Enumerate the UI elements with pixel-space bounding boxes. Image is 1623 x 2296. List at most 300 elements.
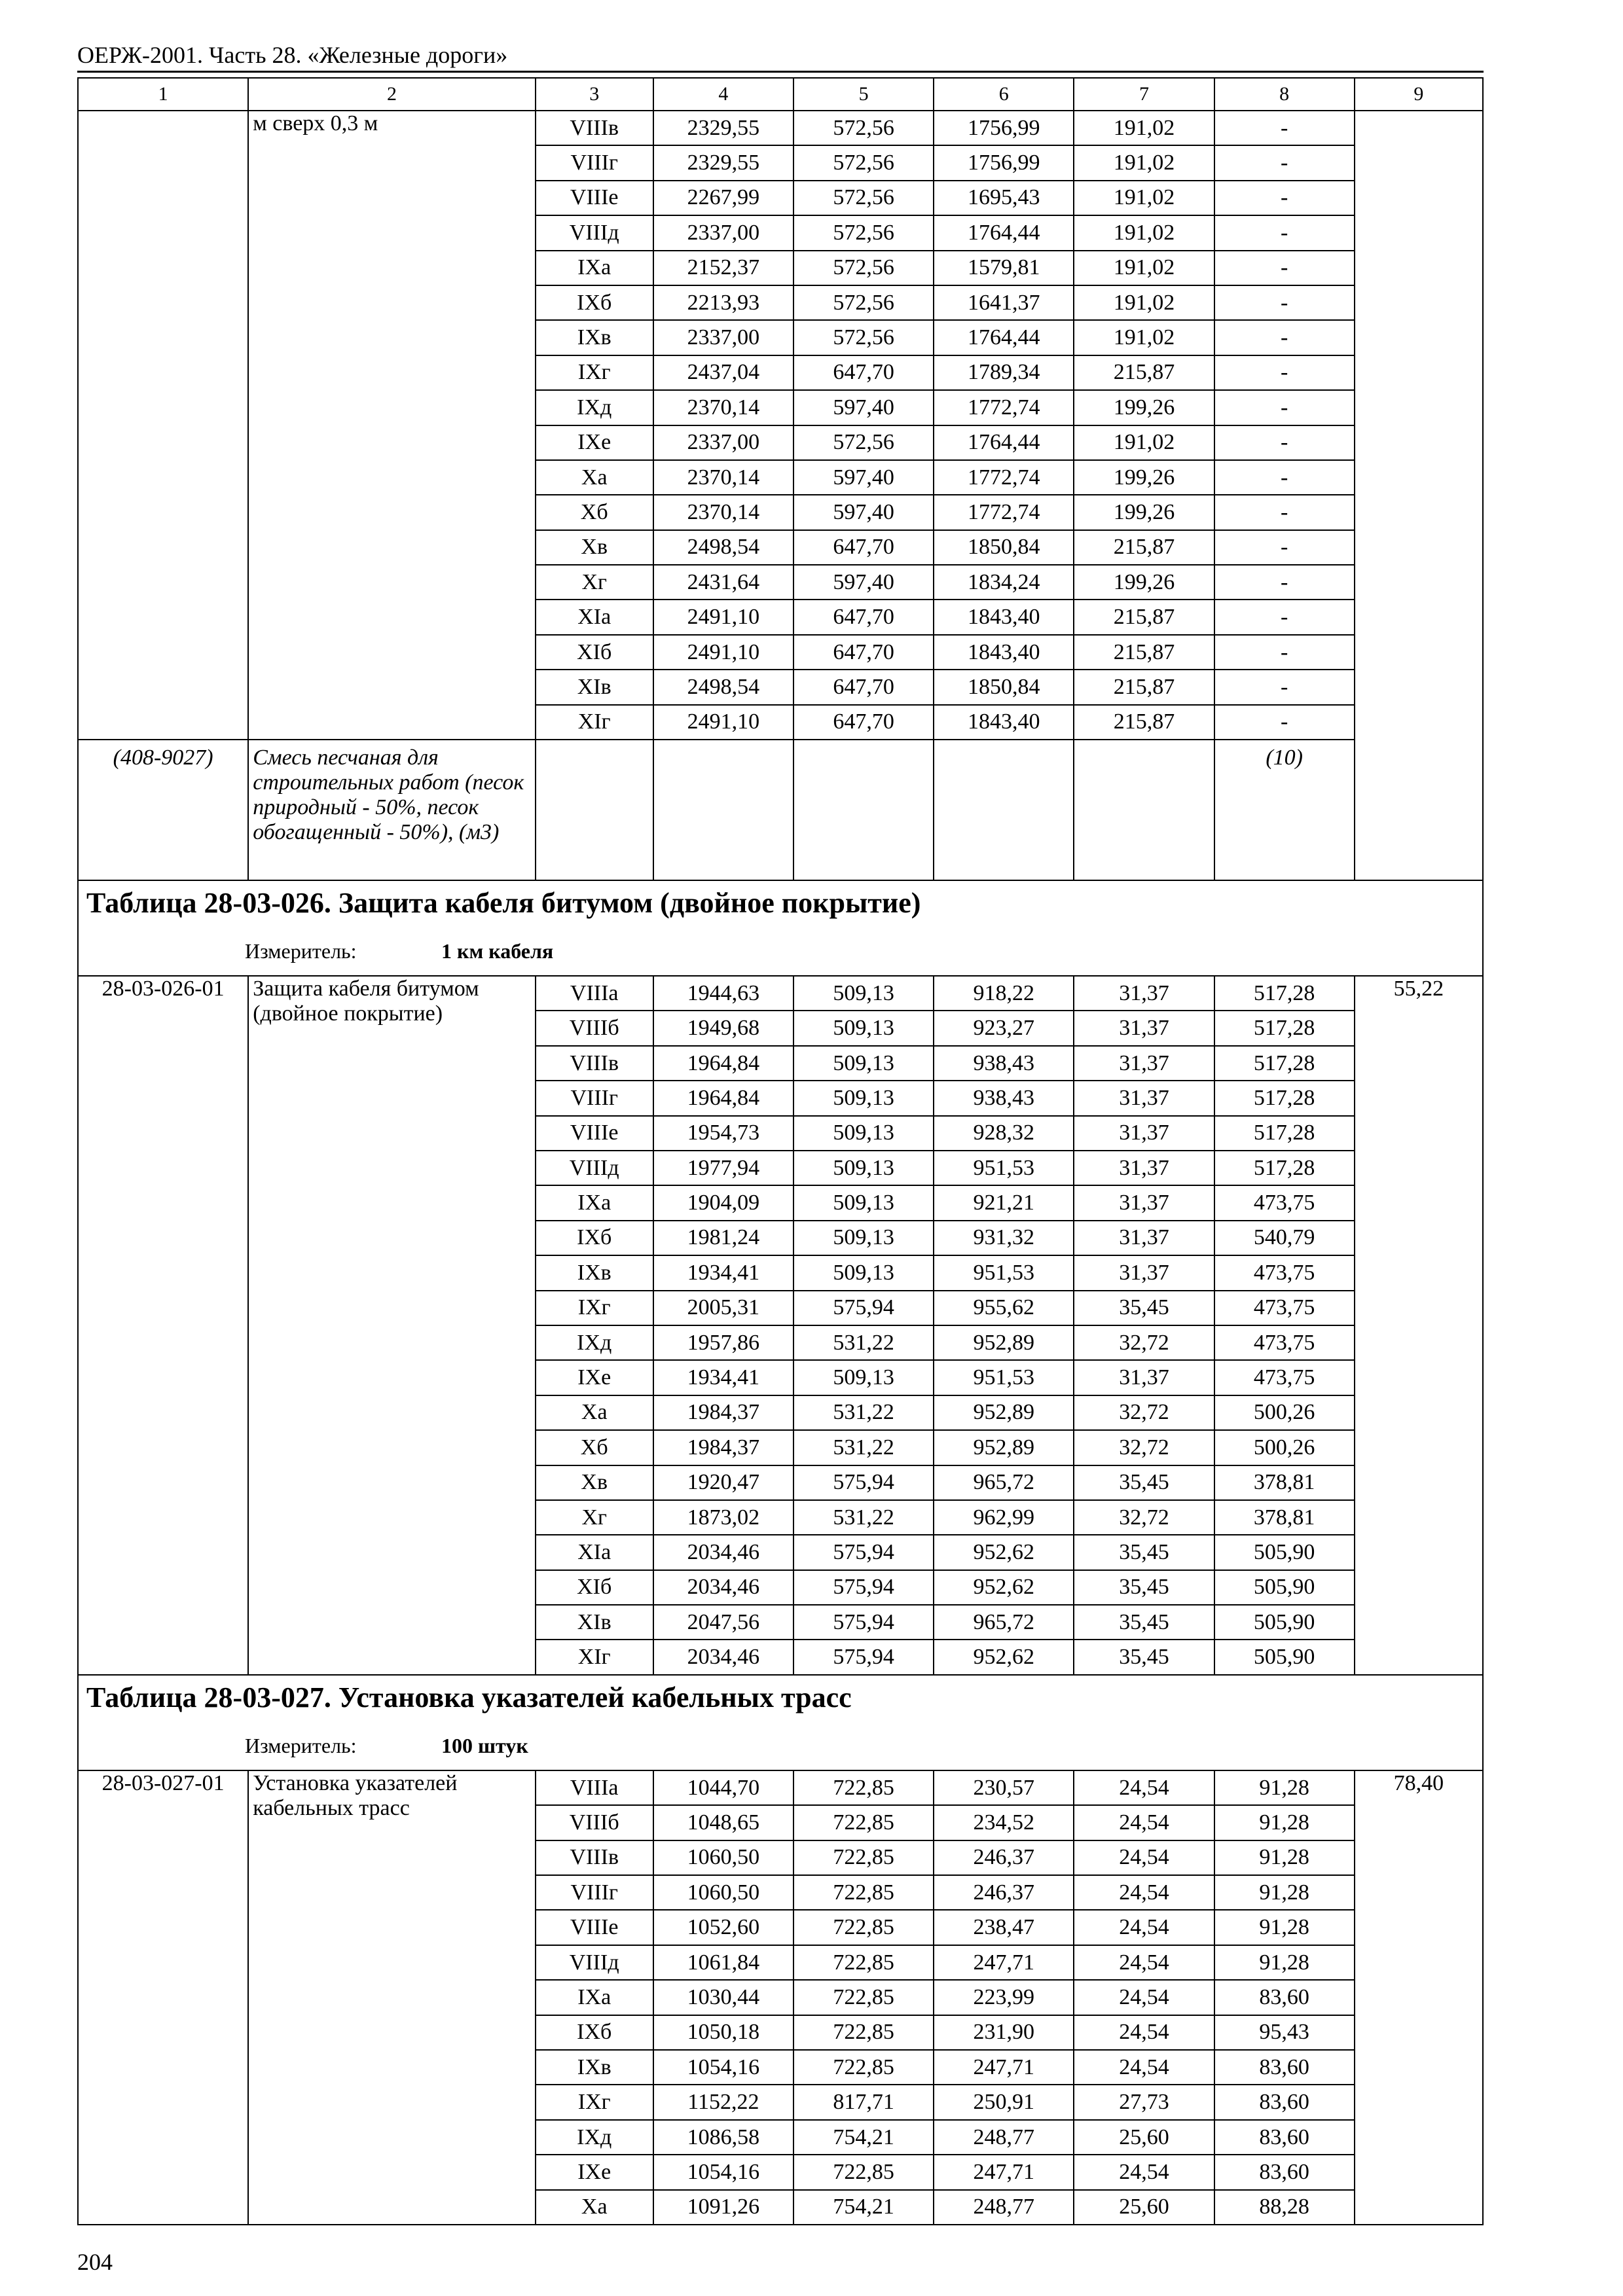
value-cell: 83,60 xyxy=(1214,2085,1355,2119)
column-number: 3 xyxy=(536,78,653,111)
value-cell: 32,72 xyxy=(1074,1325,1214,1360)
value-cell: 1579,81 xyxy=(934,251,1074,285)
value-cell: 575,94 xyxy=(793,1535,934,1570)
value-cell: 1843,40 xyxy=(934,600,1074,634)
value-cell: 1764,44 xyxy=(934,215,1074,250)
value-cell: 1152,22 xyxy=(653,2085,793,2119)
value-cell: 31,37 xyxy=(1074,1116,1214,1151)
value-cell: 25,60 xyxy=(1074,2190,1214,2225)
zone-cell: XIб xyxy=(536,635,653,670)
value-cell: 1772,74 xyxy=(934,460,1074,495)
value-cell: 1934,41 xyxy=(653,1255,793,1290)
value-cell: 35,45 xyxy=(1074,1291,1214,1325)
value-cell: 572,56 xyxy=(793,145,934,180)
value-cell: 199,26 xyxy=(1074,565,1214,600)
value-cell: 2370,14 xyxy=(653,495,793,529)
value-cell: - xyxy=(1214,355,1355,390)
value-cell: 378,81 xyxy=(1214,1465,1355,1500)
value-cell: 24,54 xyxy=(1074,2015,1214,2050)
value-cell: 572,56 xyxy=(793,111,934,145)
value-cell: 597,40 xyxy=(793,390,934,425)
value-cell: 1772,74 xyxy=(934,390,1074,425)
value-cell: 1904,09 xyxy=(653,1185,793,1220)
value-cell: 540,79 xyxy=(1214,1221,1355,1255)
value-cell: 2047,56 xyxy=(653,1605,793,1640)
zone-cell: IXб xyxy=(536,2015,653,2050)
value-cell: 1984,37 xyxy=(653,1395,793,1430)
zone-cell: XIг xyxy=(536,1640,653,1674)
column-number: 6 xyxy=(934,78,1074,111)
zone-cell: VIIIд xyxy=(536,215,653,250)
value-cell: 247,71 xyxy=(934,2155,1074,2189)
zone-cell: Xв xyxy=(536,1465,653,1500)
value-cell: 31,37 xyxy=(1074,1046,1214,1081)
value-cell: - xyxy=(1214,425,1355,460)
value-cell: 215,87 xyxy=(1074,355,1214,390)
value-cell: 223,99 xyxy=(934,1980,1074,2015)
value-cell: 509,13 xyxy=(793,1185,934,1220)
value-cell: 1934,41 xyxy=(653,1360,793,1395)
value-cell: 1957,86 xyxy=(653,1325,793,1360)
value-cell: 1764,44 xyxy=(934,425,1074,460)
row-name: м сверх 0,3 м xyxy=(248,111,535,740)
value-cell: 31,37 xyxy=(1074,976,1214,1011)
zone-cell: IXб xyxy=(536,1221,653,1255)
empty-cell xyxy=(536,740,653,880)
value-cell: 575,94 xyxy=(793,1640,934,1674)
table-row xyxy=(78,1770,1483,1805)
value-cell: 35,45 xyxy=(1074,1465,1214,1500)
value-cell: 24,54 xyxy=(1074,1875,1214,1910)
value-cell: 722,85 xyxy=(793,1875,934,1910)
value-cell: 1850,84 xyxy=(934,670,1074,704)
value-cell: 191,02 xyxy=(1074,251,1214,285)
value-cell: 35,45 xyxy=(1074,1640,1214,1674)
value-cell: 1977,94 xyxy=(653,1151,793,1185)
value-cell: 1834,24 xyxy=(934,565,1074,600)
value-cell: 83,60 xyxy=(1214,1980,1355,2015)
value-cell: 938,43 xyxy=(934,1081,1074,1115)
material-row xyxy=(78,740,1483,880)
value-cell: 1764,44 xyxy=(934,320,1074,355)
section-title-row xyxy=(78,880,1483,938)
value-cell: 2337,00 xyxy=(653,425,793,460)
value-cell: 572,56 xyxy=(793,285,934,320)
value-cell: 754,21 xyxy=(793,2190,934,2225)
value-cell: 27,73 xyxy=(1074,2085,1214,2119)
value-cell: 95,43 xyxy=(1214,2015,1355,2050)
value-cell: 952,62 xyxy=(934,1535,1074,1570)
value-cell: 931,32 xyxy=(934,1221,1074,1255)
value-cell: 647,70 xyxy=(793,600,934,634)
value-cell: 35,45 xyxy=(1074,1605,1214,1640)
section-title: Таблица 28-03-027. Установка указателей кабельных трасс xyxy=(86,1681,852,1713)
value-cell: 234,52 xyxy=(934,1805,1074,1840)
value-cell: 1964,84 xyxy=(653,1081,793,1115)
value-cell: 955,62 xyxy=(934,1291,1074,1325)
value-cell: 500,26 xyxy=(1214,1430,1355,1465)
value-cell: 24,54 xyxy=(1074,1910,1214,1945)
value-cell: 1984,37 xyxy=(653,1430,793,1465)
material-qty: (10) xyxy=(1214,740,1355,880)
value-cell: 191,02 xyxy=(1074,285,1214,320)
value-cell: 500,26 xyxy=(1214,1395,1355,1430)
value-cell: 647,70 xyxy=(793,635,934,670)
value-cell: 509,13 xyxy=(793,1011,934,1045)
value-cell: - xyxy=(1214,111,1355,145)
value-cell: 722,85 xyxy=(793,2015,934,2050)
zone-cell: IXг xyxy=(536,1291,653,1325)
value-cell: 238,47 xyxy=(934,1910,1074,1945)
zone-cell: IXв xyxy=(536,2050,653,2085)
zone-cell: IXа xyxy=(536,1980,653,2015)
zone-cell: Xа xyxy=(536,1395,653,1430)
zone-cell: VIIIа xyxy=(536,976,653,1011)
value-cell: 215,87 xyxy=(1074,670,1214,704)
value-cell: - xyxy=(1214,565,1355,600)
value-cell: 191,02 xyxy=(1074,111,1214,145)
zone-cell: IXд xyxy=(536,390,653,425)
value-cell: 31,37 xyxy=(1074,1185,1214,1220)
value-cell: 505,90 xyxy=(1214,1605,1355,1640)
value-cell: 1091,26 xyxy=(653,2190,793,2225)
value-cell: 647,70 xyxy=(793,530,934,565)
value-cell: 247,71 xyxy=(934,2050,1074,2085)
value-cell: 2005,31 xyxy=(653,1291,793,1325)
value-cell: 24,54 xyxy=(1074,1945,1214,1980)
value-cell: 572,56 xyxy=(793,425,934,460)
value-cell: 199,26 xyxy=(1074,460,1214,495)
zone-cell: IXд xyxy=(536,2120,653,2155)
value-cell: - xyxy=(1214,460,1355,495)
zone-cell: IXв xyxy=(536,1255,653,1290)
value-cell: 2267,99 xyxy=(653,181,793,215)
meter-value: 1 км кабеля xyxy=(441,939,554,963)
value-cell: 1030,44 xyxy=(653,1980,793,2015)
value-cell: 35,45 xyxy=(1074,1570,1214,1605)
value-cell: 88,28 xyxy=(1214,2190,1355,2225)
value-cell: 1086,58 xyxy=(653,2120,793,2155)
zone-cell: VIIIб xyxy=(536,1805,653,1840)
value-cell: 517,28 xyxy=(1214,1046,1355,1081)
column-number: 7 xyxy=(1074,78,1214,111)
row-code xyxy=(78,111,248,740)
zone-cell: Xг xyxy=(536,565,653,600)
value-cell: 952,89 xyxy=(934,1395,1074,1430)
material-name: Смесь песчаная для строительных работ (песок природный - 50%, песок обогащенный - 50%), (м3) xyxy=(248,740,535,880)
value-cell: 1944,63 xyxy=(653,976,793,1011)
value-cell: - xyxy=(1214,530,1355,565)
value-cell: - xyxy=(1214,145,1355,180)
value-cell: 575,94 xyxy=(793,1570,934,1605)
section-title-row xyxy=(78,1675,1483,1732)
value-cell: 575,94 xyxy=(793,1291,934,1325)
value-cell: 1949,68 xyxy=(653,1011,793,1045)
value-cell: 1052,60 xyxy=(653,1910,793,1945)
value-cell: 505,90 xyxy=(1214,1535,1355,1570)
value-cell: 1789,34 xyxy=(934,355,1074,390)
column-number: 8 xyxy=(1214,78,1355,111)
value-cell: 938,43 xyxy=(934,1046,1074,1081)
value-cell: 31,37 xyxy=(1074,1151,1214,1185)
row-code: 28-03-026-01 xyxy=(78,976,248,1675)
value-cell: 191,02 xyxy=(1074,181,1214,215)
value-cell: 1772,74 xyxy=(934,495,1074,529)
zone-cell: XIа xyxy=(536,600,653,634)
value-cell: 597,40 xyxy=(793,565,934,600)
table-row xyxy=(78,976,1483,1011)
value-cell: 248,77 xyxy=(934,2190,1074,2225)
value-cell: 32,72 xyxy=(1074,1430,1214,1465)
value-cell: 25,60 xyxy=(1074,2120,1214,2155)
value-cell: 572,56 xyxy=(793,320,934,355)
value-cell: 91,28 xyxy=(1214,1805,1355,1840)
value-cell: 951,53 xyxy=(934,1151,1074,1185)
value-cell: 199,26 xyxy=(1074,495,1214,529)
value-cell: 509,13 xyxy=(793,1046,934,1081)
value-cell: 505,90 xyxy=(1214,1640,1355,1674)
column-number: 5 xyxy=(793,78,934,111)
value-cell: 531,22 xyxy=(793,1500,934,1535)
value-cell: 722,85 xyxy=(793,1910,934,1945)
value-cell: 246,37 xyxy=(934,1875,1074,1910)
value-cell: 2437,04 xyxy=(653,355,793,390)
meter-label: Измеритель: xyxy=(245,939,357,963)
value-cell: 2034,46 xyxy=(653,1640,793,1674)
value-cell: 24,54 xyxy=(1074,1805,1214,1840)
value-cell: 572,56 xyxy=(793,181,934,215)
material-code: (408-9027) xyxy=(78,740,248,880)
zone-cell: Xв xyxy=(536,530,653,565)
zone-cell: IXг xyxy=(536,2085,653,2119)
value-cell: 1048,65 xyxy=(653,1805,793,1840)
value-cell: - xyxy=(1214,705,1355,740)
value-cell: 918,22 xyxy=(934,976,1074,1011)
value-cell: 517,28 xyxy=(1214,1151,1355,1185)
value-cell: 91,28 xyxy=(1214,1770,1355,1805)
zone-cell: VIIIв xyxy=(536,1046,653,1081)
value-cell: 1843,40 xyxy=(934,705,1074,740)
value-cell: 91,28 xyxy=(1214,1910,1355,1945)
page-number: 204 xyxy=(77,2249,113,2275)
row-name: Установка указателей кабельных трасс xyxy=(248,1770,535,2225)
value-cell: 509,13 xyxy=(793,1151,934,1185)
value-cell: 1981,24 xyxy=(653,1221,793,1255)
zone-cell: VIIIг xyxy=(536,1875,653,1910)
zone-cell: XIг xyxy=(536,705,653,740)
value-cell: 215,87 xyxy=(1074,635,1214,670)
value-cell: 2491,10 xyxy=(653,705,793,740)
value-cell: 473,75 xyxy=(1214,1360,1355,1395)
zone-cell: IXд xyxy=(536,1325,653,1360)
zone-cell: VIIIд xyxy=(536,1151,653,1185)
value-cell: 1756,99 xyxy=(934,145,1074,180)
value-cell: 2491,10 xyxy=(653,600,793,634)
value-cell: 191,02 xyxy=(1074,425,1214,460)
meter-line xyxy=(79,1732,1482,1759)
value-cell: 473,75 xyxy=(1214,1291,1355,1325)
value-cell: - xyxy=(1214,320,1355,355)
value-cell: 531,22 xyxy=(793,1395,934,1430)
price-table xyxy=(77,77,1484,2225)
column-number-row xyxy=(78,78,1483,111)
value-cell: 31,37 xyxy=(1074,1221,1214,1255)
value-cell: 647,70 xyxy=(793,355,934,390)
value-cell: 24,54 xyxy=(1074,2155,1214,2189)
value-cell: 83,60 xyxy=(1214,2155,1355,2189)
value-cell: 2034,46 xyxy=(653,1570,793,1605)
zone-cell: VIIIб xyxy=(536,1011,653,1045)
value-cell: 517,28 xyxy=(1214,1011,1355,1045)
value-cell: 2498,54 xyxy=(653,670,793,704)
zone-cell: XIв xyxy=(536,670,653,704)
table-row xyxy=(78,111,1483,145)
zone-cell: IXб xyxy=(536,285,653,320)
value-cell: 572,56 xyxy=(793,215,934,250)
value-cell: 473,75 xyxy=(1214,1325,1355,1360)
value-cell: 35,45 xyxy=(1074,1535,1214,1570)
value-cell: 923,27 xyxy=(934,1011,1074,1045)
header-rule xyxy=(77,71,1484,73)
value-cell: 2034,46 xyxy=(653,1535,793,1570)
value-cell: 952,89 xyxy=(934,1325,1074,1360)
value-cell: - xyxy=(1214,251,1355,285)
value-cell: 2370,14 xyxy=(653,390,793,425)
column-number: 9 xyxy=(1355,78,1483,111)
zone-cell: Xг xyxy=(536,1500,653,1535)
meter-value: 100 штук xyxy=(441,1734,528,1758)
value-cell: 1060,50 xyxy=(653,1840,793,1875)
value-cell: 215,87 xyxy=(1074,600,1214,634)
value-cell: 517,28 xyxy=(1214,976,1355,1011)
value-cell: 509,13 xyxy=(793,1255,934,1290)
value-cell: 91,28 xyxy=(1214,1840,1355,1875)
zone-cell: IXе xyxy=(536,2155,653,2189)
zone-cell: XIв xyxy=(536,1605,653,1640)
zone-cell: Xб xyxy=(536,495,653,529)
value-cell: 509,13 xyxy=(793,1116,934,1151)
value-cell: 722,85 xyxy=(793,1945,934,1980)
value-cell: 505,90 xyxy=(1214,1570,1355,1605)
zone-cell: VIIIе xyxy=(536,181,653,215)
zone-cell: VIIIд xyxy=(536,1945,653,1980)
value-cell: 572,56 xyxy=(793,251,934,285)
value-cell: 722,85 xyxy=(793,1770,934,1805)
value-cell: 1054,16 xyxy=(653,2155,793,2189)
value-cell: 230,57 xyxy=(934,1770,1074,1805)
value-cell: 231,90 xyxy=(934,2015,1074,2050)
value-cell: 31,37 xyxy=(1074,1011,1214,1045)
value-cell: 962,99 xyxy=(934,1500,1074,1535)
value-cell: 83,60 xyxy=(1214,2120,1355,2155)
zone-cell: VIIIг xyxy=(536,1081,653,1115)
value-cell: 951,53 xyxy=(934,1255,1074,1290)
column-number: 1 xyxy=(78,78,248,111)
value-cell: 722,85 xyxy=(793,2155,934,2189)
value-cell: 31,37 xyxy=(1074,1081,1214,1115)
value-cell: 2370,14 xyxy=(653,460,793,495)
value-cell: 952,62 xyxy=(934,1570,1074,1605)
value-cell: 378,81 xyxy=(1214,1500,1355,1535)
value-cell: 575,94 xyxy=(793,1465,934,1500)
value-cell: 509,13 xyxy=(793,1221,934,1255)
value-cell: 32,72 xyxy=(1074,1395,1214,1430)
value-cell: 473,75 xyxy=(1214,1255,1355,1290)
value-cell: 2152,37 xyxy=(653,251,793,285)
value-cell: 24,54 xyxy=(1074,1840,1214,1875)
value-cell: 24,54 xyxy=(1074,1770,1214,1805)
zone-cell: IXг xyxy=(536,355,653,390)
zone-cell: IXе xyxy=(536,1360,653,1395)
column-number: 2 xyxy=(248,78,535,111)
value-cell: - xyxy=(1214,495,1355,529)
value-cell: 191,02 xyxy=(1074,215,1214,250)
zone-cell: XIб xyxy=(536,1570,653,1605)
zone-cell: IXе xyxy=(536,425,653,460)
value-cell: 215,87 xyxy=(1074,530,1214,565)
value-cell: 1756,99 xyxy=(934,111,1074,145)
row-code: 28-03-027-01 xyxy=(78,1770,248,2225)
zone-cell: Xа xyxy=(536,460,653,495)
column-number: 4 xyxy=(653,78,793,111)
value-cell: 24,54 xyxy=(1074,2050,1214,2085)
value-cell: 191,02 xyxy=(1074,145,1214,180)
value-cell: 1061,84 xyxy=(653,1945,793,1980)
value-cell: 2431,64 xyxy=(653,565,793,600)
zone-cell: VIIIе xyxy=(536,1910,653,1945)
value-cell: 1850,84 xyxy=(934,530,1074,565)
value-cell: 473,75 xyxy=(1214,1185,1355,1220)
zone-cell: Xа xyxy=(536,2190,653,2225)
value-cell: 2337,00 xyxy=(653,215,793,250)
value-cell: 509,13 xyxy=(793,1360,934,1395)
empty-cell xyxy=(653,740,793,880)
value-cell: - xyxy=(1214,285,1355,320)
value-cell: 754,21 xyxy=(793,2120,934,2155)
value-cell: 647,70 xyxy=(793,705,934,740)
value-cell: - xyxy=(1214,390,1355,425)
value-cell: 24,54 xyxy=(1074,1980,1214,2015)
value-cell: 1843,40 xyxy=(934,635,1074,670)
value-cell: - xyxy=(1214,215,1355,250)
value-cell: 2491,10 xyxy=(653,635,793,670)
value-cell: 597,40 xyxy=(793,495,934,529)
value-cell: 1920,47 xyxy=(653,1465,793,1500)
meter-line xyxy=(79,938,1482,964)
value-cell: 965,72 xyxy=(934,1465,1074,1500)
value-cell: 2337,00 xyxy=(653,320,793,355)
value-cell: 1954,73 xyxy=(653,1116,793,1151)
row-name: Защита кабеля битумом (двойное покрытие) xyxy=(248,976,535,1675)
value-cell: 952,62 xyxy=(934,1640,1074,1674)
value-cell: 575,94 xyxy=(793,1605,934,1640)
value-cell: 2498,54 xyxy=(653,530,793,565)
column-9-value: 78,40 xyxy=(1355,1770,1483,2225)
value-cell: 191,02 xyxy=(1074,320,1214,355)
value-cell: 817,71 xyxy=(793,2085,934,2119)
value-cell: 965,72 xyxy=(934,1605,1074,1640)
value-cell: 32,72 xyxy=(1074,1500,1214,1535)
value-cell: 2213,93 xyxy=(653,285,793,320)
section-title: Таблица 28-03-026. Защита кабеля битумом (двойное покрытие) xyxy=(86,887,921,920)
value-cell: 2329,55 xyxy=(653,111,793,145)
value-cell: 199,26 xyxy=(1074,390,1214,425)
zone-cell: Xб xyxy=(536,1430,653,1465)
value-cell: 91,28 xyxy=(1214,1875,1355,1910)
value-cell: 2329,55 xyxy=(653,145,793,180)
value-cell: 31,37 xyxy=(1074,1255,1214,1290)
meter-row xyxy=(78,1732,1483,1770)
